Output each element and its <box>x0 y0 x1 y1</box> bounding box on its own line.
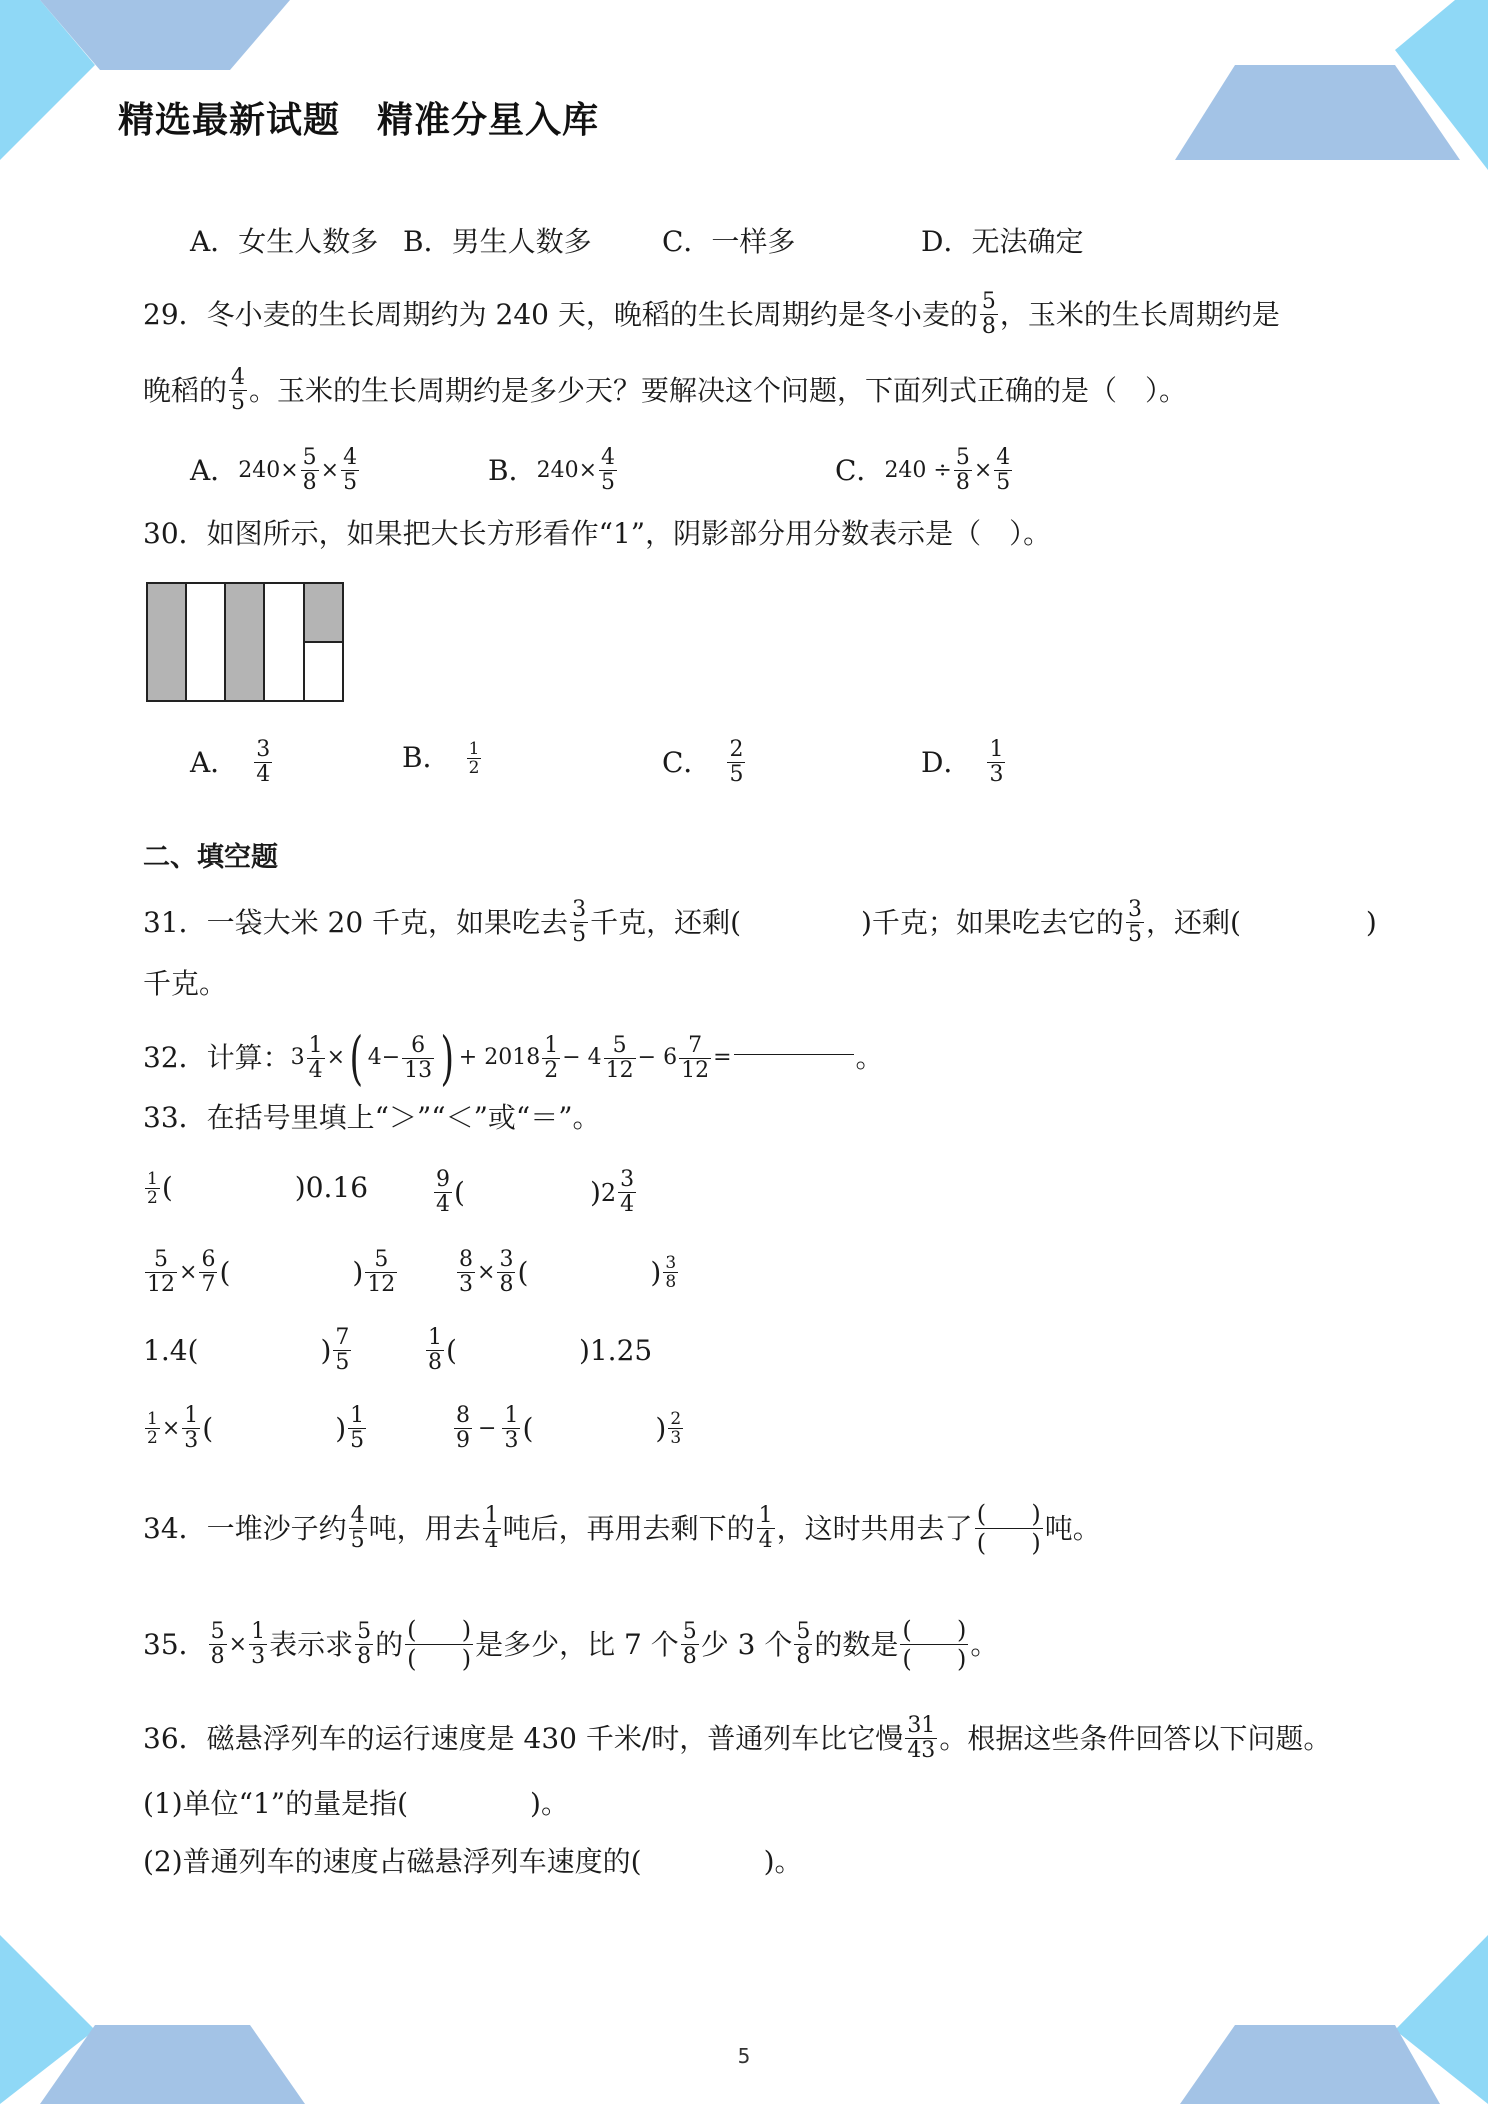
q34-text-2: 吨，用去 <box>368 1511 481 1545</box>
compare-value: )1.25 <box>578 1333 653 1367</box>
q30-text: 30．如图所示，如果把大长方形看作“1”，阴影部分用分数表示是（ ）。 <box>143 517 1052 550</box>
q29-text-3: 晚稻的 <box>143 373 228 407</box>
option-label: A． <box>190 453 239 487</box>
option-label: B． <box>488 453 537 487</box>
q33-row4-a: $\frac{1}{2}$ × $\frac{1}{3}$ ( ) $\frac{1}{5}$ <box>147 1403 365 1453</box>
q31-text-3: )千克；如果吃去它的 <box>861 905 1124 939</box>
q29-option-c <box>835 446 1014 495</box>
q33-row1-b: $\frac{9}{4}$ ( ) 2 $\frac{3}{4}$ <box>436 1167 635 1217</box>
close-paren: ) <box>589 1175 601 1209</box>
close-paren: ) <box>655 1411 667 1445</box>
expr: 240 ÷ <box>884 457 952 483</box>
fraction: $\frac{4}{5}$ <box>231 365 246 415</box>
open-paren: ( <box>219 1255 231 1289</box>
q35-text-5: 少 3 个 <box>700 1627 793 1661</box>
fraction: $\frac{5}{8}$ <box>955 445 970 495</box>
q35-text-7: 。 <box>970 1627 999 1661</box>
fraction: $\frac{2}{5}$ <box>729 737 744 787</box>
fraction: $\frac{1}{3}$ <box>989 737 1004 787</box>
q34-text-5: 吨。 <box>1044 1511 1101 1545</box>
q36-sub1-text: (1)单位“1”的量是指( <box>143 1787 409 1820</box>
section-title: 二、填空题 <box>143 842 278 873</box>
open-paren: ( <box>454 1175 465 1209</box>
option-label: C． <box>835 453 885 487</box>
close-paren: ) <box>650 1255 662 1289</box>
blank-fraction[interactable]: ( ) ( ) <box>407 1616 472 1673</box>
fraction: $\frac{4}{5}$ <box>601 445 616 495</box>
fraction: $\frac{6}{13}$ <box>404 1032 433 1083</box>
q36-line: 36．磁悬浮列车的运行速度是 430 千米/时，普通列车比它慢 $\frac{31}{43}$ 。根据这些条件回答以下问题。 <box>143 1713 1332 1763</box>
header-title: 精选最新试题 精准分星入库 <box>118 100 600 141</box>
option-label: C． <box>662 745 712 779</box>
q31-text-4: ，还剩( <box>1145 905 1241 939</box>
fraction: $\frac{5}{8}$ <box>302 445 317 495</box>
q29-line2 <box>143 366 1187 415</box>
option-label: B． <box>402 741 451 774</box>
q30-option-d <box>921 738 1007 787</box>
q30-option-a <box>190 738 274 787</box>
rectangle-figure <box>146 582 346 702</box>
q28-option-d: D．无法确定 <box>921 225 1084 258</box>
open-paren: ( <box>161 1171 173 1204</box>
q35-line: 35． $\frac{5}{8}$ × $\frac{1}{3}$ 表示求 $\frac{5}{8}$ 的 ( ) ( ) 是多少，比 7 个 $\frac{5}{8}$ 少 3 个 $\frac{5}{8}$ 的数是 ( ) ( ) 。 <box>143 1616 999 1673</box>
open-paren: ( <box>446 1333 457 1367</box>
fraction: $\frac{4}{5}$ <box>996 445 1011 495</box>
q36-sub2-end: )。 <box>763 1845 803 1878</box>
q29-option-a <box>190 446 361 495</box>
fraction: $\frac{1}{2}$ <box>468 738 480 778</box>
times: × <box>973 457 993 483</box>
close-paren: ) <box>320 1333 332 1367</box>
q32-label: 32．计算： <box>143 1041 291 1074</box>
q35-text-1: 35． <box>143 1627 207 1661</box>
close-paren: ) <box>352 1255 364 1289</box>
q34-text-1: 34．一堆沙子约 <box>143 1511 347 1545</box>
q28-option-a: A．女生人数多 <box>190 225 379 258</box>
q29-text-2: ，玉米的生长周期约是 <box>999 297 1280 331</box>
q34-text-4: ，这时共用去了 <box>776 1511 973 1545</box>
q34-line: 34．一堆沙子约 $\frac{4}{5}$ 吨，用去 $\frac{1}{4}$ 吨后，再用去剩下的 $\frac{1}{4}$ ，这时共用去了 ( ) ( ) 吨。 <box>143 1500 1101 1557</box>
q33-row4-b: $\frac{8}{9}$ − $\frac{1}{3}$ ( ) $\frac{2}{3}$ <box>456 1403 682 1453</box>
q33-row1-a: $\frac{1}{2}$ ( )0.16 <box>147 1168 369 1208</box>
times: × <box>320 457 340 483</box>
q30-option-c <box>662 738 747 787</box>
shaded-strip <box>225 583 264 701</box>
minus: − <box>478 1415 497 1441</box>
q36-sub2 <box>143 1842 803 1882</box>
fraction: $\frac{3}{4}$ <box>256 737 271 787</box>
q29-line1 <box>143 290 1280 339</box>
q32-end: 。 <box>855 1041 884 1074</box>
q31-text-2: 千克，还剩( <box>590 905 741 939</box>
option-label: D． <box>921 745 972 779</box>
q32-line: 32．计算： 3 $\frac{1}{4}$ × ( 4− $\frac{6}{13}$ ) + 2018 $\frac{1}{2}$ − 4 $\frac{5}{12}$ − 6 $\frac{7}{12}$ = 。 <box>143 1024 884 1092</box>
answer-blank[interactable] <box>734 1054 854 1055</box>
fraction: $\frac{4}{5}$ <box>343 445 358 495</box>
q33-row3-b: $\frac{1}{8}$ ( )1.25 <box>428 1325 653 1375</box>
option-label: A． <box>190 745 239 779</box>
q36-sub1 <box>143 1784 569 1824</box>
blank-fraction[interactable]: ( ) ( ) <box>902 1616 967 1673</box>
fraction: $\frac{5}{8}$ <box>981 289 996 339</box>
q29-text-1: 29．冬小麦的生长周期约为 240 天，晚稻的生长周期约是冬小麦的 <box>143 297 978 331</box>
expr: 240× <box>238 457 299 483</box>
fraction: $\frac{3}{5}$ <box>572 897 587 947</box>
q31-line2: 千克。 <box>143 967 228 1000</box>
open-paren: ( <box>517 1255 529 1289</box>
open-paren: ( <box>522 1411 534 1445</box>
close-paren: ) <box>335 1411 347 1445</box>
q35-text-4: 是多少，比 7 个 <box>475 1627 679 1661</box>
q31-line1 <box>143 898 1377 947</box>
fraction: $\frac{5}{12}$ <box>605 1032 634 1083</box>
fraction: $\frac{7}{12}$ <box>681 1032 710 1083</box>
expr: 240× <box>536 457 598 483</box>
q34-text-3: 吨后，再用去剩下的 <box>502 1511 755 1545</box>
q35-text-3: 的 <box>375 1627 404 1661</box>
q33-text: 33．在括号里填上“＞”“＜”或“＝”。 <box>143 1101 601 1134</box>
q31-text-1: 31．一袋大米 20 千克，如果吃去 <box>143 905 569 939</box>
fraction: $\frac{1}{2}$ <box>544 1032 559 1083</box>
q33-row2-b: $\frac{8}{3}$ × $\frac{3}{8}$ ( ) $\frac{3}{8}$ <box>459 1247 677 1297</box>
q36-sub1-end: )。 <box>530 1787 569 1820</box>
q36-text-1: 36．磁悬浮列车的运行速度是 430 千米/时，普通列车比它慢 <box>143 1721 904 1755</box>
q29-option-b <box>488 446 619 495</box>
shaded-half-strip <box>304 583 343 642</box>
top-right-trapezoid <box>1175 65 1460 160</box>
open-paren: ( <box>202 1411 214 1445</box>
compare-value: )0.16 <box>294 1171 369 1204</box>
q36-sub2-text: (2)普通列车的速度占磁悬浮列车速度的( <box>143 1845 642 1878</box>
mixed-number: 3 $\frac{1}{4}$ <box>290 1032 323 1083</box>
shaded-strip <box>147 583 185 701</box>
q30-option-b <box>402 738 483 778</box>
page-number: 5 <box>737 2044 751 2068</box>
q35-text-6: 的数是 <box>814 1627 899 1661</box>
q28-option-b: B．男生人数多 <box>403 225 592 258</box>
q33-row3-a: 1.4( ) $\frac{7}{5}$ <box>143 1325 350 1375</box>
q35-text-2: 表示求 <box>269 1627 354 1661</box>
compare-value: 1.4( <box>143 1333 199 1367</box>
q31-text-5: ) <box>1365 905 1377 939</box>
q29-text-4: 。玉米的生长周期约是多少天？要解决这个问题，下面列式正确的是（ ）。 <box>249 373 1188 407</box>
q28-option-c: C．一样多 <box>662 225 796 258</box>
blank-fraction[interactable]: ( ) ( ) <box>976 1500 1041 1557</box>
q36-text-2: 。根据这些条件回答以下问题。 <box>939 1721 1332 1755</box>
fraction: $\frac{3}{5}$ <box>1127 897 1142 947</box>
q33-row2-a: $\frac{5}{12}$ × $\frac{6}{7}$ ( ) $\frac{5}{12}$ <box>147 1247 396 1297</box>
